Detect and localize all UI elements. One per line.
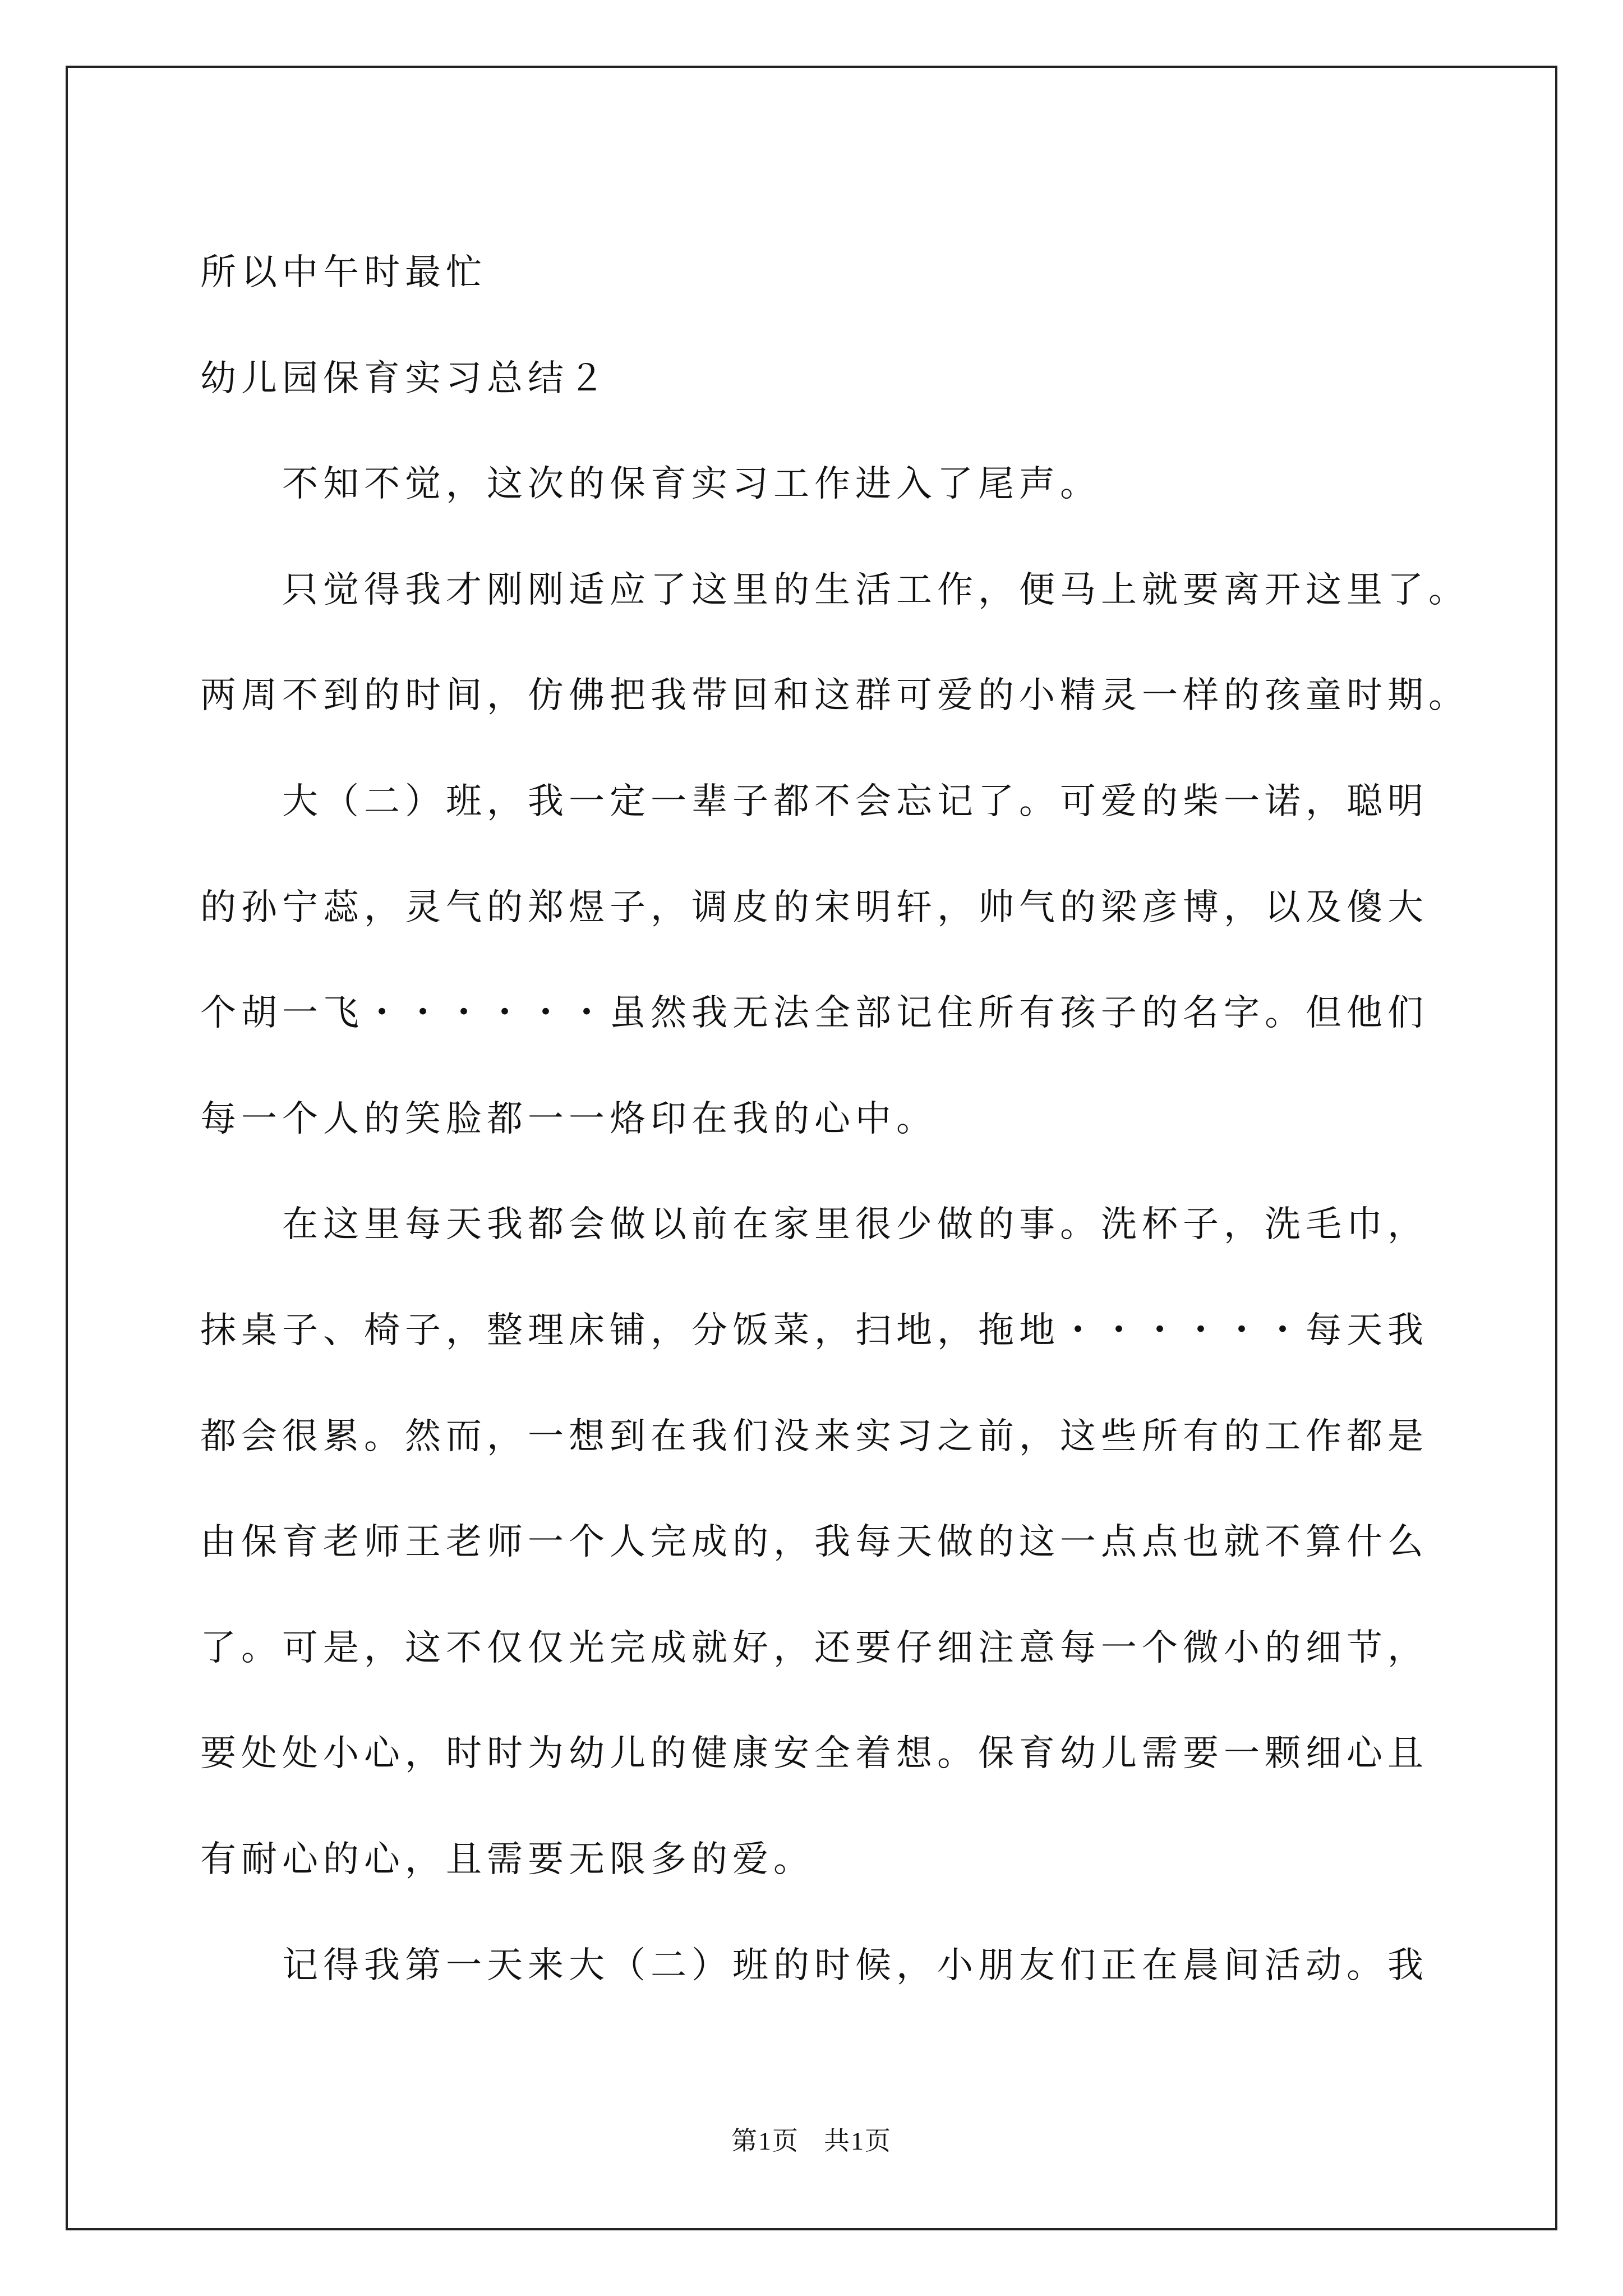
text-line: 都会很累。然而，一想到在我们没来实习之前，这些所有的工作都是 bbox=[200, 1415, 1428, 1457]
text-line: 个胡一飞・・・・・・虽然我无法全部记住所有孩子的名字。但他们 bbox=[200, 992, 1428, 1034]
text-line: 要处处小心，时时为幼儿的健康安全着想。保育幼儿需要一颗细心且 bbox=[200, 1733, 1428, 1775]
page-number: 第1页 bbox=[731, 2127, 799, 2155]
text-line: 不知不觉，这次的保育实习工作进入了尾声。 bbox=[282, 463, 1101, 505]
text-line: 由保育老师王老师一个人完成的，我每天做的这一点点也就不算什么 bbox=[200, 1521, 1428, 1563]
text-line: 每一个人的笑脸都一一烙印在我的心中。 bbox=[200, 1098, 937, 1140]
page-footer bbox=[0, 2120, 1623, 2157]
text-line: 记得我第一天来大（二）班的时候，小朋友们正在晨间活动。我 bbox=[282, 1944, 1428, 1986]
text-line: 在这里每天我都会做以前在家里很少做的事。洗杯子，洗毛巾， bbox=[282, 1204, 1428, 1246]
section-heading: 幼儿园保育实习总结２ bbox=[200, 357, 610, 399]
text-line: 只觉得我才刚刚适应了这里的生活工作，便马上就要离开这里了。 bbox=[282, 569, 1469, 611]
text-line: 的孙宁蕊，灵气的郑煜子，调皮的宋明轩，帅气的梁彦博，以及傻大 bbox=[200, 886, 1428, 928]
text-line: 两周不到的时间，仿佛把我带回和这群可爱的小精灵一样的孩童时期。 bbox=[200, 675, 1469, 717]
text-line: 大（二）班，我一定一辈子都不会忘记了。可爱的柴一诺，聪明 bbox=[282, 780, 1428, 822]
document-body bbox=[200, 220, 1469, 2018]
text-line: 有耐心的心，且需要无限多的爱。 bbox=[200, 1838, 814, 1880]
text-line: 了。可是，这不仅仅光完成就好，还要仔细注意每一个微小的细节， bbox=[200, 1627, 1428, 1669]
text-line: 抹桌子、椅子，整理床铺，分饭菜，扫地，拖地・・・・・・每天我 bbox=[200, 1309, 1428, 1351]
text-line: 所以中午时最忙 bbox=[200, 252, 487, 293]
page-total: 共1页 bbox=[824, 2127, 892, 2155]
